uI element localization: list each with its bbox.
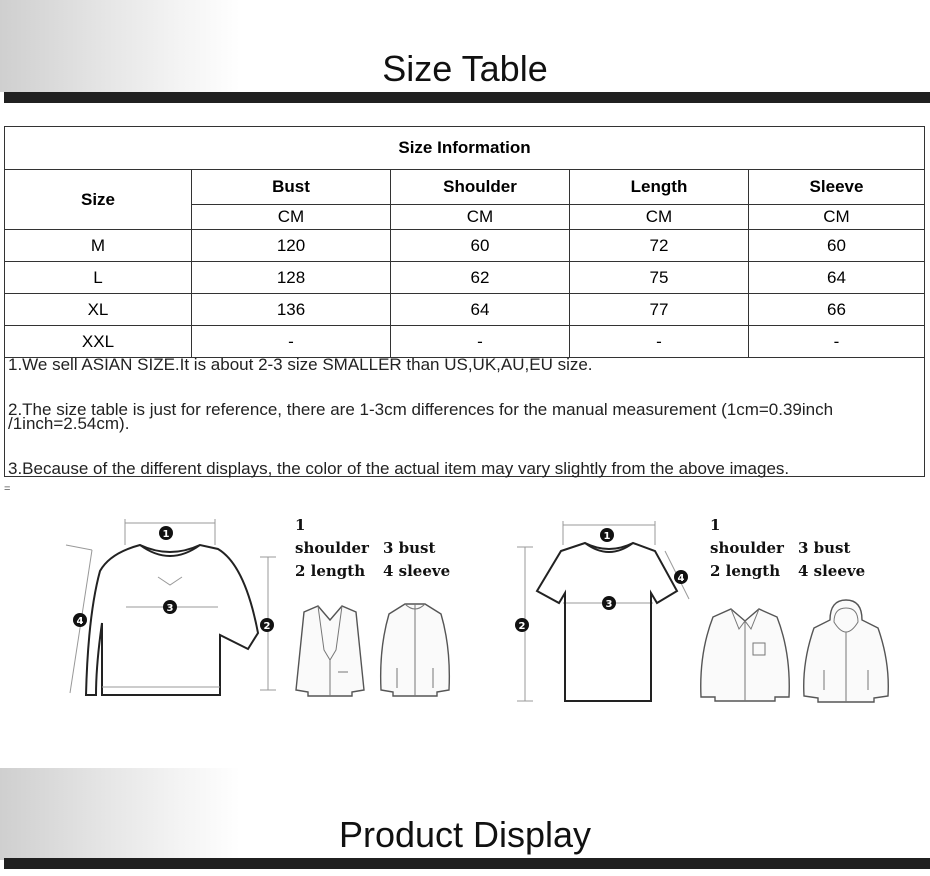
svg-text:1: 1 [162, 529, 170, 540]
legend-length: 2 length [295, 562, 366, 580]
unit-label: CM [749, 205, 925, 230]
table-row [5, 326, 925, 358]
unit-label: CM [570, 205, 749, 230]
value-cell: 64 [749, 262, 925, 294]
value-cell: - [749, 326, 925, 358]
value-cell: 72 [570, 230, 749, 262]
legend-bust: 3 bust [798, 539, 851, 557]
table-row [5, 294, 925, 326]
marker-3 [163, 600, 177, 614]
value-cell: 60 [749, 230, 925, 262]
note-3: 3.Because of the different displays, the color of the actual item may vary slightly from the above images. [8, 459, 790, 478]
unit-label: CM [391, 205, 570, 230]
legend-shoulder: 1 shoulder [710, 516, 784, 557]
shirt-icon [695, 603, 795, 705]
size-cell: XXL [5, 326, 192, 358]
legend-sleeve: 4 sleeve [383, 562, 451, 580]
value-cell: 64 [391, 294, 570, 326]
size-cell: XL [5, 294, 192, 326]
legend-left [295, 514, 450, 583]
size-table-title: Size Table [382, 48, 548, 89]
banner-divider-bar [4, 92, 930, 103]
size-cell: M [5, 230, 192, 262]
svg-text:3: 3 [605, 599, 613, 610]
value-cell: 75 [570, 262, 749, 294]
marker-4 [674, 570, 688, 584]
value-cell: 136 [192, 294, 391, 326]
value-cell: 66 [749, 294, 925, 326]
column-header-shoulder: Shoulder [391, 170, 570, 205]
sweater-diagram-icon [40, 515, 290, 715]
product-display-banner [0, 768, 930, 876]
legend-sleeve: 4 sleeve [798, 562, 866, 580]
table-row [5, 262, 925, 294]
note-1: 1.We sell ASIAN SIZE.It is about 2-3 size SMALLER than US,UK,AU,EU size. [8, 355, 593, 374]
value-cell: 128 [192, 262, 391, 294]
blazer-icon [290, 600, 370, 700]
marker-1 [159, 526, 173, 540]
size-cell: L [5, 262, 192, 294]
svg-text:1: 1 [603, 531, 611, 542]
legend-right [710, 514, 865, 583]
value-cell: - [192, 326, 391, 358]
size-column-header: Size [5, 170, 192, 230]
marker-4 [73, 613, 87, 627]
zip-jacket-icon [375, 598, 455, 700]
size-table-banner [0, 0, 930, 103]
value-cell: 77 [570, 294, 749, 326]
legend-length: 2 length [710, 562, 781, 580]
column-header-bust: Bust [192, 170, 391, 205]
marker-1 [600, 528, 614, 542]
svg-text:4: 4 [677, 573, 685, 584]
value-cell: 62 [391, 262, 570, 294]
column-header-length: Length [570, 170, 749, 205]
tshirt-diagram-icon [505, 515, 695, 710]
hoodie-icon [800, 596, 892, 706]
marker-2 [260, 618, 274, 632]
size-notes [5, 355, 925, 478]
banner-divider-bar [4, 858, 930, 869]
product-display-title: Product Display [338, 814, 592, 855]
legend-shoulder: 1 shoulder [295, 516, 369, 557]
value-cell: - [391, 326, 570, 358]
svg-text:2: 2 [518, 621, 526, 632]
value-cell: - [570, 326, 749, 358]
stray-mark: = [4, 483, 11, 495]
svg-text:2: 2 [263, 621, 271, 632]
unit-label: CM [192, 205, 391, 230]
marker-3 [602, 596, 616, 610]
table-row [5, 230, 925, 262]
svg-text:4: 4 [76, 616, 84, 627]
value-cell: 60 [391, 230, 570, 262]
note-2: 2.The size table is just for reference, there are 1-3cm differences for the manual measurement (1cm=0.39inch /1inch=2.54cm). [8, 400, 834, 433]
size-information-table [4, 126, 925, 477]
svg-text:3: 3 [166, 603, 174, 614]
column-header-sleeve: Sleeve [749, 170, 925, 205]
value-cell: 120 [192, 230, 391, 262]
marker-2 [515, 618, 529, 632]
table-heading: Size Information [5, 127, 925, 170]
legend-bust: 3 bust [383, 539, 436, 557]
